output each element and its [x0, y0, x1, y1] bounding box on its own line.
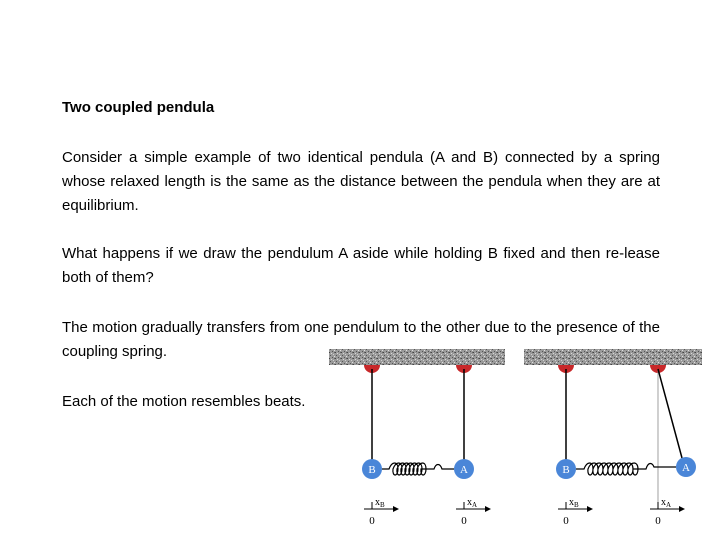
right-origin-a: 0 [655, 515, 661, 527]
slide-title: Two coupled pendula [62, 99, 215, 116]
left-axis-a-label: $x_A$ [467, 497, 478, 509]
left-bob-b-label: B [368, 464, 376, 476]
right-rod-a [658, 369, 682, 458]
coupled-pendula-figure [326, 345, 706, 535]
right-spring [576, 463, 676, 475]
right-ceiling [524, 349, 702, 365]
left-bob-a-label: A [460, 464, 468, 476]
paragraph-intro: Consider a simple example of two identical pendula (A and B) connected by a spring whose relaxed length is the same as the distance between the pendula when they are at equilibrium. [62, 149, 660, 214]
left-axis-b-label: $x_B$ [375, 497, 385, 509]
left-origin-a: 0 [461, 515, 467, 527]
paragraph-beats: Each of the motion resembles beats. [62, 393, 306, 410]
right-axis-b-label: $x_B$ [569, 497, 579, 509]
right-bob-b-label: B [562, 464, 570, 476]
right-axis-a-label: $x_A$ [661, 497, 672, 509]
left-origin-b: 0 [369, 515, 375, 527]
right-origin-b: 0 [563, 515, 569, 527]
right-panel [524, 349, 702, 527]
paragraph-question: What happens if we draw the pendulum A aside while holding B fixed and then re-lease both of them? [62, 245, 660, 286]
left-ceiling [329, 349, 505, 365]
paragraph-transfer: The motion gradually transfers from one pendulum to the other due to the presence of the coupling spring. [62, 319, 660, 360]
left-panel [329, 349, 505, 527]
left-spring [382, 463, 454, 475]
right-bob-a-label: A [682, 462, 690, 474]
